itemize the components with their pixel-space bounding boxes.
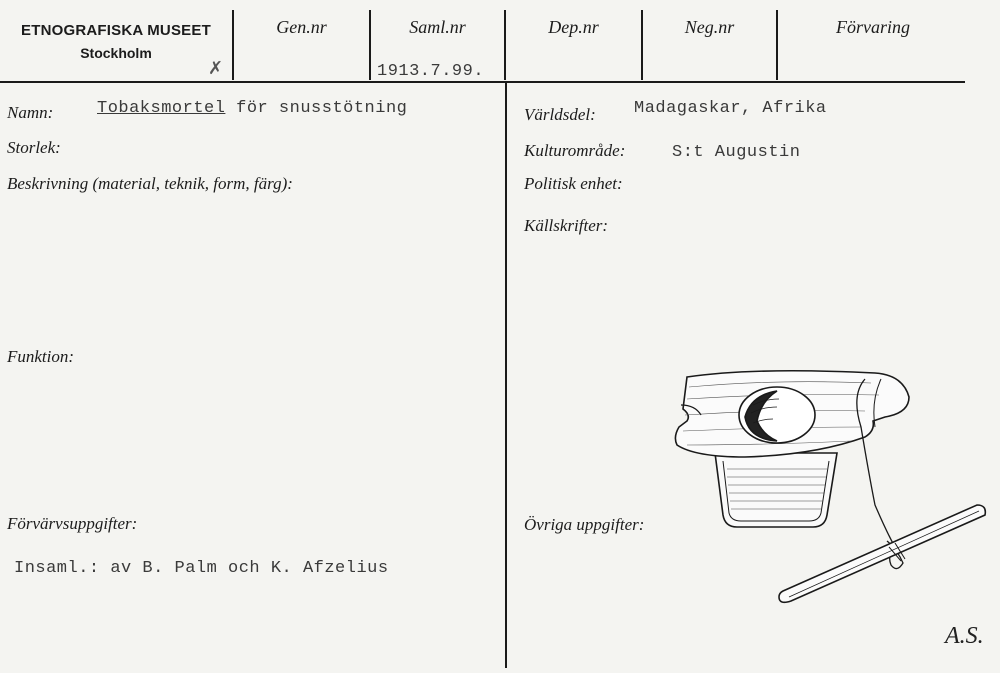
namn-value-object: Tobaksmortel bbox=[97, 99, 226, 118]
museum-name: ETNOGRAFISKA MUSEET bbox=[21, 22, 211, 39]
forvarv-label: Förvärvsuppgifter: bbox=[7, 514, 138, 533]
namn-value bbox=[97, 99, 407, 118]
museum-city: Stockholm bbox=[80, 45, 152, 61]
varldsdel-label: Världsdel: bbox=[524, 105, 596, 124]
header-saml-nr: Saml.nr bbox=[409, 17, 466, 37]
politisk-label: Politisk enhet: bbox=[524, 174, 623, 193]
kulturomrade-label: Kulturområde: bbox=[524, 141, 626, 160]
funktion-label: Funktion: bbox=[7, 347, 75, 366]
center-divider bbox=[505, 83, 507, 668]
header-forvaring: Förvaring bbox=[836, 17, 910, 37]
saml-nr-value: 1913.7.99. bbox=[377, 62, 485, 81]
storlek-label: Storlek: bbox=[7, 138, 61, 157]
museum-name-block bbox=[0, 22, 232, 61]
ovriga-label: Övriga uppgifter: bbox=[524, 515, 645, 534]
header-bottom-rule bbox=[0, 81, 965, 83]
namn-value-purpose: för snusstötning bbox=[225, 99, 408, 118]
beskrivning-label: Beskrivning (material, teknik, form, färg): bbox=[7, 174, 293, 193]
corner-mark: ✗ bbox=[208, 58, 224, 78]
mortar-illustration bbox=[665, 365, 995, 605]
varldsdel-value: Madagaskar, Afrika bbox=[634, 99, 827, 118]
header-neg-nr: Neg.nr bbox=[684, 17, 735, 37]
header-gen-nr: Gen.nr bbox=[276, 17, 327, 37]
header-dep-nr: Dep.nr bbox=[548, 17, 599, 37]
forvarv-value: Insaml.: av B. Palm och K. Afzelius bbox=[14, 559, 389, 578]
signature: A.S. bbox=[945, 623, 984, 649]
kallskrifter-label: Källskrifter: bbox=[524, 216, 609, 235]
kulturomrade-value: S:t Augustin bbox=[672, 143, 801, 162]
namn-label: Namn: bbox=[7, 103, 54, 122]
